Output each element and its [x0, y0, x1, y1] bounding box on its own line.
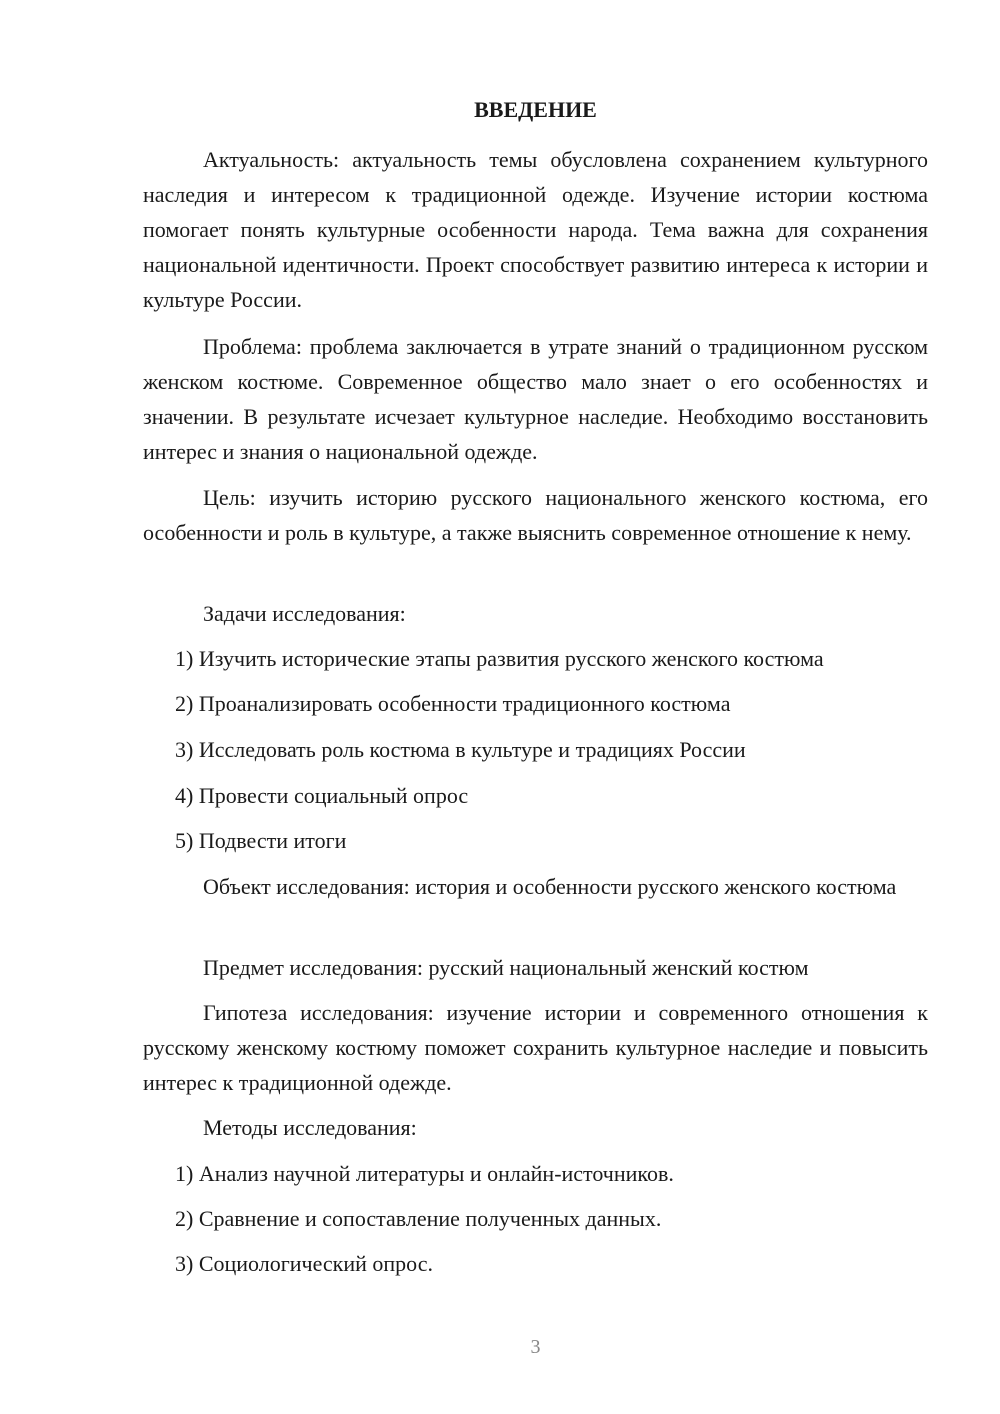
method-item-1: 1) Анализ научной литературы и онлайн-источников. — [175, 1161, 674, 1186]
tasks-heading: Задачи исследования: — [203, 601, 406, 626]
task-item-1: 1) Изучить исторические этапы развития русского женского костюма — [175, 646, 824, 671]
hypothesis-paragraph: Гипотеза исследования: изучение истории и современного отношения к русскому женскому костюму поможет сохранить культурное наследие и повысить интерес к традиционной одежде. — [143, 1000, 928, 1095]
page-number: 3 — [530, 1336, 541, 1358]
task-item-5: 5) Подвести итоги — [175, 828, 347, 853]
task-item-2: 2) Проанализировать особенности традиционного костюма — [175, 691, 731, 716]
methods-heading: Методы исследования: — [203, 1115, 417, 1140]
task-item-3: 3) Исследовать роль костюма в культуре и традициях России — [175, 737, 746, 762]
page-title: ВВЕДЕНИЕ — [474, 97, 597, 122]
object-paragraph: Объект исследования: история и особенности русского женского костюма — [203, 874, 897, 899]
relevance-paragraph: Актуальность: актуальность темы обусловлена сохранением культурного наследия и интересом к традиционной одежде. Изучение истории костюма помогает понять культурные особенности народа. Тема важна для сохранения национальной идентичности. Проект способствует развитию интереса к истории и культуре России. — [143, 147, 928, 312]
subject-paragraph: Предмет исследования: русский национальный женский костюм — [203, 955, 809, 980]
method-item-3: 3) Социологический опрос. — [175, 1251, 433, 1276]
problem-paragraph: Проблема: проблема заключается в утрате знаний о традиционном русском женском костюме. Современное общество мало знает о его особенностях и значении. В результате исчезает культурное наследие. Необходимо восстановить интерес и знания о национальной одежде. — [143, 334, 928, 464]
task-item-4: 4) Провести социальный опрос — [175, 783, 469, 808]
method-item-2: 2) Сравнение и сопоставление полученных данных. — [175, 1206, 662, 1231]
goal-paragraph: Цель: изучить историю русского национального женского костюма, его особенности и роль в культуре, а также выяснить современное отношение к нему. — [143, 485, 928, 545]
